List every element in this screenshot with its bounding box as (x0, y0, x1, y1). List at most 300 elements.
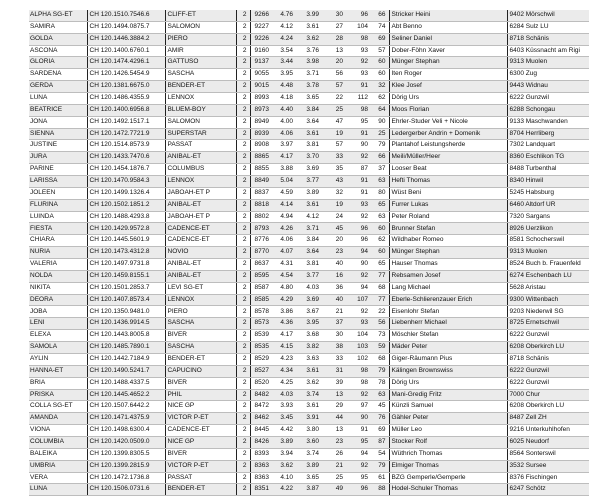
cell-sire: SASCHA (165, 318, 236, 330)
cell-identifier: CH 120.1459.8155.1 (87, 270, 165, 282)
cell-location: 6274 Eschenbach LU (507, 270, 589, 282)
cell-rank: 37 (371, 164, 389, 176)
cell-name: COLUMBIA (29, 436, 87, 448)
table-row (29, 235, 589, 247)
cell-name: AYLIN (29, 353, 87, 365)
cell-identifier: CH 120.1498.6300.4 (87, 425, 165, 437)
cell-location: 5245 Habsburg (507, 187, 589, 199)
cell-identifier: CH 120.1445.4652.2 (87, 389, 165, 401)
cell-milk: 8573 (250, 318, 272, 330)
cell-lactations: 2 (236, 235, 250, 247)
cell-breeder: Iten Roger (389, 69, 507, 81)
cell-location: 6222 Gunzwil (507, 377, 589, 389)
cell-fat: 4.15 (272, 342, 296, 354)
cell-fat: 4.40 (272, 104, 296, 116)
cell-protein: 3.61 (296, 401, 322, 413)
cell-lactations: 2 (236, 211, 250, 223)
cell-breeder: Ehrler-Studer Veli + Nicole (389, 116, 507, 128)
cell-location: 8376 Fischingen (507, 472, 589, 484)
cell-lactations: 2 (236, 199, 250, 211)
cell-name: SAMOLA (29, 342, 87, 354)
cell-identifier: CH 120.1494.0875.7 (87, 21, 165, 33)
table-row (29, 425, 589, 437)
cell-milk: 8587 (250, 282, 272, 294)
cell-milk: 8578 (250, 306, 272, 318)
data-sheet (29, 10, 589, 496)
cell-index-b: 92 (346, 306, 371, 318)
cell-index-b: 95 (346, 116, 371, 128)
cell-sire: BIVER (165, 330, 236, 342)
cell-lactations: 2 (236, 21, 250, 33)
cell-name: BALEIKA (29, 448, 87, 460)
cell-breeder: Ledergerber Andrin + Domenik (389, 128, 507, 140)
cell-name: FLURINA (29, 199, 87, 211)
cell-location: 8704 Herrliberg (507, 128, 589, 140)
cell-sire: ANIBAL-ET (165, 270, 236, 282)
table-row (29, 152, 589, 164)
cell-breeder: Hauser Thomas (389, 259, 507, 271)
cell-index-a: 31 (322, 365, 346, 377)
cell-rank: 73 (371, 330, 389, 342)
cell-protein: 3.64 (296, 247, 322, 259)
cell-sire: CADENCE-ET (165, 235, 236, 247)
cell-fat: 3.89 (272, 436, 296, 448)
cell-milk: 8849 (250, 176, 272, 188)
cell-lactations: 2 (236, 401, 250, 413)
cell-protein: 3.71 (296, 69, 322, 81)
cell-breeder: Münger Stephan (389, 57, 507, 69)
cell-sire: JABOAH-ET P (165, 211, 236, 223)
cell-fat: 4.07 (272, 247, 296, 259)
cell-protein: 3.80 (296, 425, 322, 437)
cell-index-a: 39 (322, 377, 346, 389)
cell-index-b: 97 (346, 401, 371, 413)
cell-breeder: Giger-Räumann Pius (389, 353, 507, 365)
cell-rank: 68 (371, 353, 389, 365)
cell-lactations: 2 (236, 460, 250, 472)
cell-location: 6284 Sulz LU (507, 21, 589, 33)
cell-protein: 3.70 (296, 152, 322, 164)
cell-breeder: Münger Stephan (389, 247, 507, 259)
cell-sire: BIVER (165, 377, 236, 389)
cell-lactations: 2 (236, 377, 250, 389)
cell-fat: 3.45 (272, 413, 296, 425)
cell-rank: 25 (371, 128, 389, 140)
cell-lactations: 2 (236, 45, 250, 57)
table-row (29, 164, 589, 176)
cell-lactations: 2 (236, 365, 250, 377)
cell-rank: 76 (371, 413, 389, 425)
cell-protein: 3.67 (296, 306, 322, 318)
cell-breeder: Seliner Daniel (389, 33, 507, 45)
cell-name: BRIA (29, 377, 87, 389)
cell-milk: 9137 (250, 57, 272, 69)
cell-location: 7320 Sargans (507, 211, 589, 223)
cell-fat: 4.80 (272, 282, 296, 294)
cell-protein: 3.74 (296, 389, 322, 401)
cell-lactations: 2 (236, 176, 250, 188)
cell-protein: 3.60 (296, 436, 322, 448)
cell-index-a: 49 (322, 484, 346, 496)
cell-milk: 8770 (250, 247, 272, 259)
cell-sire: LENNOX (165, 176, 236, 188)
cell-location: 9443 Widnau (507, 81, 589, 93)
cell-fat: 3.44 (272, 57, 296, 69)
cell-name: LARISSA (29, 176, 87, 188)
cell-protein: 3.81 (296, 259, 322, 271)
cell-protein: 3.95 (296, 318, 322, 330)
cell-breeder: Möschler Stefan (389, 330, 507, 342)
cell-fat: 4.36 (272, 318, 296, 330)
cell-index-b: 98 (346, 365, 371, 377)
table-row (29, 10, 589, 21)
cell-milk: 8818 (250, 199, 272, 211)
cell-fat: 4.94 (272, 211, 296, 223)
cell-location: 9313 Muolen (507, 57, 589, 69)
cell-protein: 3.61 (296, 199, 322, 211)
cell-rank: 79 (371, 140, 389, 152)
cell-protein: 3.77 (296, 176, 322, 188)
cell-sire: VICTOR P-ET (165, 413, 236, 425)
cell-rank: 63 (371, 211, 389, 223)
cell-identifier: CH 120.1433.7470.6 (87, 152, 165, 164)
cell-location: 8564 Sonterswil (507, 448, 589, 460)
cell-protein: 3.69 (296, 294, 322, 306)
cell-milk: 8351 (250, 484, 272, 496)
cell-name: BEATRICE (29, 104, 87, 116)
cell-breeder: Klee Josef (389, 81, 507, 93)
cell-milk: 8837 (250, 187, 272, 199)
table-row (29, 448, 589, 460)
cell-identifier: CH 120.1474.4296.1 (87, 57, 165, 69)
cell-sire: AMIR (165, 45, 236, 57)
cell-rank: 54 (371, 448, 389, 460)
table-row (29, 318, 589, 330)
cell-breeder: Wüst Beni (389, 187, 507, 199)
table-row (29, 389, 589, 401)
cell-breeder: Plantahof Leistungsherde (389, 140, 507, 152)
cell-rank: 60 (371, 223, 389, 235)
cell-location: 6288 Schongau (507, 104, 589, 116)
cell-index-a: 43 (322, 176, 346, 188)
cell-location: 8488 Turbenthal (507, 164, 589, 176)
cell-identifier: CH 120.1492.1517.1 (87, 116, 165, 128)
cell-location: 5628 Aristau (507, 282, 589, 294)
cell-milk: 8527 (250, 365, 272, 377)
cell-sire: BENDER-ET (165, 353, 236, 365)
cell-fat: 5.04 (272, 176, 296, 188)
cell-sire: CLIFF-ET (165, 10, 236, 21)
cell-protein: 3.61 (296, 128, 322, 140)
cell-name: JOLEEN (29, 187, 87, 199)
cell-lactations: 2 (236, 282, 250, 294)
cell-milk: 8776 (250, 235, 272, 247)
cell-index-b: 92 (346, 211, 371, 223)
cell-fat: 4.26 (272, 223, 296, 235)
cell-milk: 9266 (250, 10, 272, 21)
results-table (29, 10, 589, 496)
cell-name: JOBA (29, 306, 87, 318)
cell-index-a: 20 (322, 235, 346, 247)
cell-breeder: Brunner Stefan (389, 223, 507, 235)
cell-identifier: CH 120.1381.6675.0 (87, 81, 165, 93)
cell-index-a: 29 (322, 401, 346, 413)
cell-identifier: CH 120.1429.9572.8 (87, 223, 165, 235)
cell-index-b: 91 (346, 81, 371, 93)
cell-protein: 3.65 (296, 472, 322, 484)
cell-name: NURIA (29, 247, 87, 259)
cell-identifier: CH 120.1443.8005.8 (87, 330, 165, 342)
cell-rank: 78 (371, 377, 389, 389)
cell-index-a: 47 (322, 116, 346, 128)
cell-rank: 45 (371, 401, 389, 413)
cell-lactations: 2 (236, 448, 250, 460)
cell-sire: PASSAT (165, 472, 236, 484)
cell-rank: 66 (371, 10, 389, 21)
cell-lactations: 2 (236, 389, 250, 401)
cell-milk: 8529 (250, 353, 272, 365)
cell-lactations: 2 (236, 425, 250, 437)
cell-rank: 62 (371, 235, 389, 247)
cell-index-b: 94 (346, 282, 371, 294)
cell-breeder: BZG Gemperle/Gemperle (389, 472, 507, 484)
cell-index-b: 91 (346, 187, 371, 199)
cell-index-b: 91 (346, 128, 371, 140)
cell-breeder: Dörig Urs (389, 93, 507, 105)
cell-fat: 3.95 (272, 69, 296, 81)
cell-rank: 63 (371, 389, 389, 401)
cell-rank: 88 (371, 484, 389, 496)
cell-breeder: Elmiger Thomas (389, 460, 507, 472)
cell-breeder: Gähler Peter (389, 413, 507, 425)
cell-milk: 8462 (250, 413, 272, 425)
cell-protein: 3.68 (296, 330, 322, 342)
cell-sire: NICE GP (165, 436, 236, 448)
cell-identifier: CH 120.1507.6442.2 (87, 401, 165, 413)
cell-location: 9402 Mörschwil (507, 10, 589, 21)
cell-lactations: 2 (236, 472, 250, 484)
table-row (29, 247, 589, 259)
cell-lactations: 2 (236, 247, 250, 259)
cell-fat: 4.06 (272, 128, 296, 140)
table-row (29, 330, 589, 342)
cell-rank: 60 (371, 247, 389, 259)
cell-milk: 8865 (250, 152, 272, 164)
cell-rank: 69 (371, 425, 389, 437)
cell-index-a: 44 (322, 413, 346, 425)
cell-index-b: 92 (346, 460, 371, 472)
cell-lactations: 2 (236, 57, 250, 69)
table-row (29, 259, 589, 271)
cell-index-a: 25 (322, 472, 346, 484)
table-row (29, 199, 589, 211)
cell-location: 6222 Gunzwil (507, 93, 589, 105)
cell-index-a: 56 (322, 69, 346, 81)
cell-location: 6222 Gunzwil (507, 365, 589, 377)
cell-identifier: CH 120.1400.6956.8 (87, 104, 165, 116)
cell-fat: 4.59 (272, 187, 296, 199)
cell-fat: 4.18 (272, 93, 296, 105)
cell-index-b: 96 (346, 484, 371, 496)
cell-identifier: CH 120.1445.5601.9 (87, 235, 165, 247)
cell-breeder: Looser Beat (389, 164, 507, 176)
cell-lactations: 2 (236, 484, 250, 496)
cell-index-b: 96 (346, 223, 371, 235)
cell-name: PRISKA (29, 389, 87, 401)
cell-identifier: CH 120.1442.7184.9 (87, 353, 165, 365)
cell-rank: 57 (371, 45, 389, 57)
cell-rank: 77 (371, 270, 389, 282)
cell-milk: 8793 (250, 223, 272, 235)
table-row (29, 176, 589, 188)
cell-identifier: CH 120.1497.9731.8 (87, 259, 165, 271)
cell-index-a: 28 (322, 33, 346, 45)
cell-index-a: 16 (322, 270, 346, 282)
cell-milk: 8482 (250, 389, 272, 401)
cell-protein: 3.61 (296, 365, 322, 377)
cell-index-a: 57 (322, 81, 346, 93)
cell-index-a: 23 (322, 247, 346, 259)
cell-rank: 64 (371, 104, 389, 116)
cell-name: VIONA (29, 425, 87, 437)
cell-name: SARDENA (29, 69, 87, 81)
cell-milk: 8939 (250, 128, 272, 140)
table-row (29, 413, 589, 425)
cell-index-a: 23 (322, 436, 346, 448)
table-row (29, 211, 589, 223)
cell-milk: 8363 (250, 472, 272, 484)
cell-fat: 3.88 (272, 164, 296, 176)
cell-milk: 8539 (250, 330, 272, 342)
cell-sire: CADENCE-ET (165, 223, 236, 235)
cell-protein: 3.61 (296, 21, 322, 33)
cell-location: 3532 Sursee (507, 460, 589, 472)
cell-lactations: 2 (236, 353, 250, 365)
cell-identifier: CH 120.1436.9914.5 (87, 318, 165, 330)
cell-sire: PIERO (165, 33, 236, 45)
table-row (29, 21, 589, 33)
cell-name: HANNA-ET (29, 365, 87, 377)
cell-name: JURA (29, 152, 87, 164)
cell-index-a: 32 (322, 187, 346, 199)
cell-location: 8340 Hinwil (507, 176, 589, 188)
cell-index-b: 92 (346, 57, 371, 69)
cell-rank: 65 (371, 199, 389, 211)
cell-identifier: CH 120.1471.4375.9 (87, 413, 165, 425)
cell-index-a: 26 (322, 448, 346, 460)
cell-index-b: 94 (346, 448, 371, 460)
cell-lactations: 2 (236, 318, 250, 330)
cell-breeder: Hefti Thomas (389, 176, 507, 188)
cell-index-b: 91 (346, 176, 371, 188)
cell-index-b: 98 (346, 377, 371, 389)
cell-location: 6247 Schötz (507, 484, 589, 496)
cell-index-a: 13 (322, 389, 346, 401)
cell-index-a: 19 (322, 128, 346, 140)
cell-protein: 3.71 (296, 223, 322, 235)
cell-name: LUNA (29, 93, 87, 105)
cell-identifier: CH 120.1473.4312.8 (87, 247, 165, 259)
cell-milk: 8445 (250, 425, 272, 437)
cell-index-a: 27 (322, 21, 346, 33)
cell-breeder: Rebsamen Josef (389, 270, 507, 282)
cell-fat: 3.54 (272, 45, 296, 57)
cell-index-a: 30 (322, 10, 346, 21)
cell-index-a: 33 (322, 152, 346, 164)
cell-fat: 4.06 (272, 235, 296, 247)
cell-name: NOLDA (29, 270, 87, 282)
cell-fat: 4.12 (272, 21, 296, 33)
cell-lactations: 2 (236, 342, 250, 354)
table-row (29, 353, 589, 365)
cell-index-a: 21 (322, 306, 346, 318)
cell-index-b: 95 (346, 472, 371, 484)
cell-breeder: Dörig Urs (389, 377, 507, 389)
cell-milk: 9227 (250, 21, 272, 33)
cell-index-b: 90 (346, 413, 371, 425)
cell-rank: 60 (371, 57, 389, 69)
cell-protein: 3.89 (296, 187, 322, 199)
cell-name: COLLA SG-ET (29, 401, 87, 413)
cell-protein: 3.76 (296, 45, 322, 57)
cell-lactations: 2 (236, 81, 250, 93)
cell-sire: SUPERSTAR (165, 128, 236, 140)
cell-location: 6025 Neudorf (507, 436, 589, 448)
cell-milk: 9015 (250, 81, 272, 93)
cell-index-a: 30 (322, 330, 346, 342)
cell-index-b: 104 (346, 330, 371, 342)
table-row (29, 128, 589, 140)
cell-index-a: 45 (322, 223, 346, 235)
table-row (29, 342, 589, 354)
cell-location: 8581 Schocherswil (507, 235, 589, 247)
cell-protein: 4.03 (296, 282, 322, 294)
table-body (29, 10, 589, 496)
cell-breeder: Moos Florian (389, 104, 507, 116)
cell-rank: 80 (371, 187, 389, 199)
cell-identifier: CH 120.1486.4355.9 (87, 93, 165, 105)
table-row (29, 282, 589, 294)
cell-sire: SASCHA (165, 69, 236, 81)
cell-identifier: CH 120.1472.7721.9 (87, 128, 165, 140)
cell-sire: VICTOR P-ET (165, 460, 236, 472)
cell-identifier: CH 120.1510.7546.6 (87, 10, 165, 21)
cell-identifier: CH 120.1506.0731.6 (87, 484, 165, 496)
cell-fat: 3.93 (272, 401, 296, 413)
table-row (29, 104, 589, 116)
cell-sire: SASCHA (165, 342, 236, 354)
cell-location: 6208 Oberkirch LU (507, 401, 589, 413)
cell-location: 9203 Niederwil SG (507, 306, 589, 318)
cell-identifier: CH 120.1501.2853.7 (87, 282, 165, 294)
cell-sire: PHIL (165, 389, 236, 401)
cell-rank: 32 (371, 81, 389, 93)
cell-index-b: 94 (346, 247, 371, 259)
cell-index-b: 95 (346, 436, 371, 448)
cell-fat: 4.48 (272, 81, 296, 93)
cell-rank: 65 (371, 259, 389, 271)
cell-index-b: 102 (346, 353, 371, 365)
cell-index-a: 20 (322, 57, 346, 69)
cell-identifier: CH 120.1514.8573.9 (87, 140, 165, 152)
cell-index-a: 21 (322, 460, 346, 472)
cell-location: 8718 Schänis (507, 353, 589, 365)
cell-fat: 4.17 (272, 330, 296, 342)
cell-rank: 62 (371, 93, 389, 105)
table-row (29, 223, 589, 235)
cell-fat: 4.17 (272, 152, 296, 164)
cell-fat: 4.00 (272, 116, 296, 128)
